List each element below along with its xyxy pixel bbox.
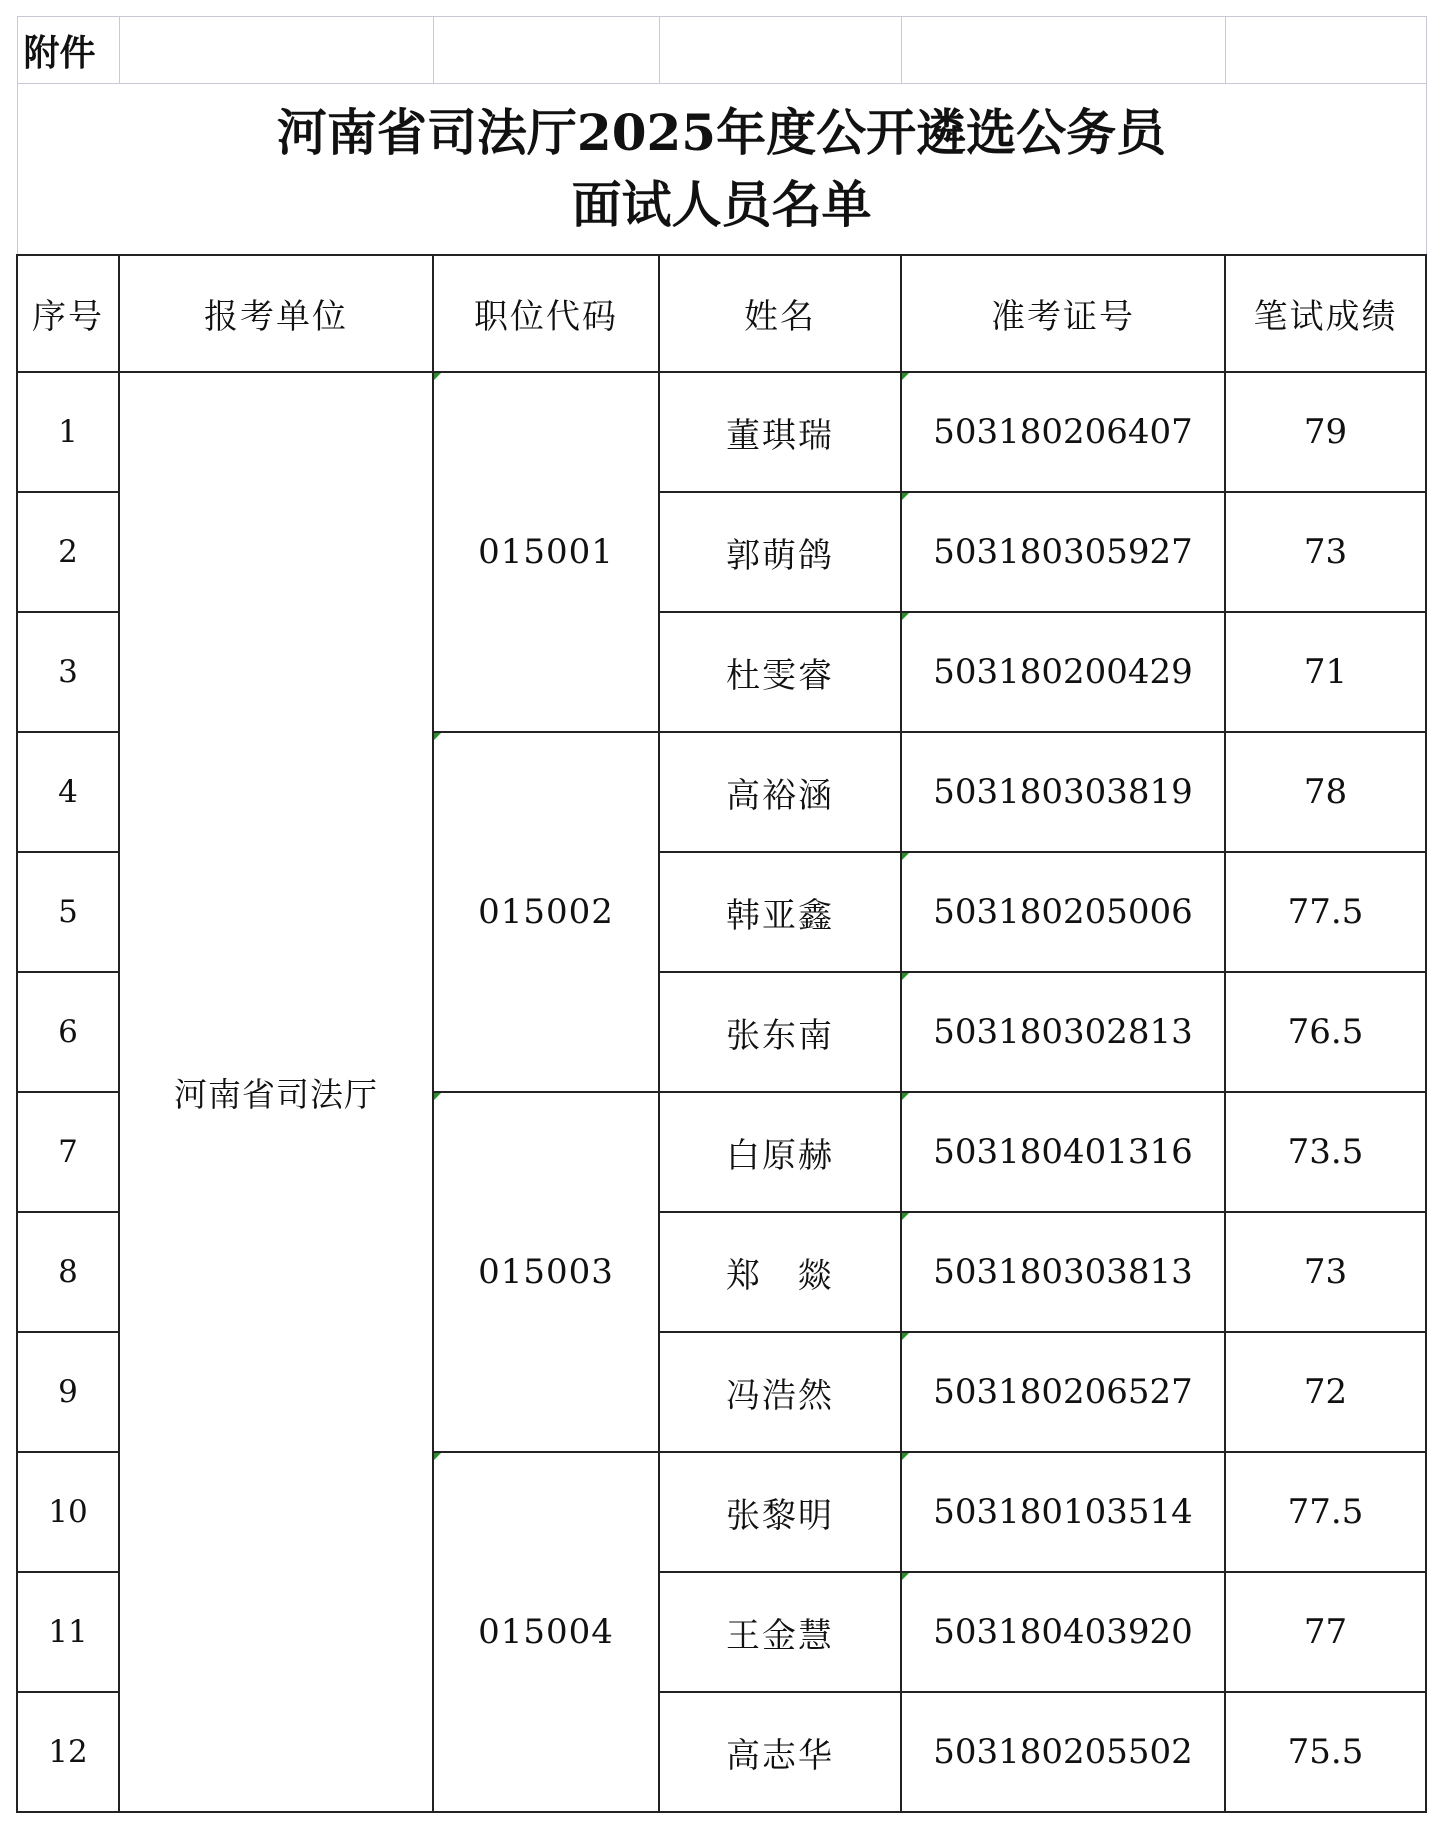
seq-cell: 11 bbox=[17, 1572, 119, 1692]
exam-number-cell: 503180401316 bbox=[901, 1092, 1225, 1212]
seq-cell: 10 bbox=[17, 1452, 119, 1572]
empty-cell bbox=[119, 17, 433, 84]
table-row bbox=[17, 372, 1426, 492]
name-cell: 韩亚鑫 bbox=[659, 852, 901, 972]
exam-number-cell: 503180206407 bbox=[901, 372, 1225, 492]
exam-number-cell: 503180206527 bbox=[901, 1332, 1225, 1452]
interview-list-table bbox=[16, 16, 1427, 1813]
header-position-code: 职位代码 bbox=[433, 255, 659, 372]
score-cell: 73.5 bbox=[1225, 1092, 1426, 1212]
seq-cell: 3 bbox=[17, 612, 119, 732]
exam-number-cell: 503180205502 bbox=[901, 1692, 1225, 1812]
empty-cell bbox=[1225, 17, 1426, 84]
empty-cell bbox=[901, 17, 1225, 84]
seq-cell: 12 bbox=[17, 1692, 119, 1812]
attachment-row bbox=[17, 17, 1426, 84]
title-row bbox=[17, 84, 1426, 256]
name-cell: 高志华 bbox=[659, 1692, 901, 1812]
seq-cell: 4 bbox=[17, 732, 119, 852]
seq-cell: 2 bbox=[17, 492, 119, 612]
seq-cell: 8 bbox=[17, 1212, 119, 1332]
score-cell: 77 bbox=[1225, 1572, 1426, 1692]
empty-cell bbox=[659, 17, 901, 84]
name-cell: 董琪瑞 bbox=[659, 372, 901, 492]
score-cell: 78 bbox=[1225, 732, 1426, 852]
title-line-2: 面试人员名单 bbox=[571, 175, 872, 234]
page-title bbox=[17, 84, 1426, 256]
position-code-cell: 015003 bbox=[433, 1092, 659, 1452]
unit-cell: 河南省司法厅 bbox=[119, 372, 433, 1812]
position-code-cell: 015004 bbox=[433, 1452, 659, 1812]
score-cell: 71 bbox=[1225, 612, 1426, 732]
seq-cell: 7 bbox=[17, 1092, 119, 1212]
exam-number-cell: 503180103514 bbox=[901, 1452, 1225, 1572]
name-cell: 张黎明 bbox=[659, 1452, 901, 1572]
header-row bbox=[17, 255, 1426, 372]
header-exam-number: 准考证号 bbox=[901, 255, 1225, 372]
name-cell: 郭萌鸽 bbox=[659, 492, 901, 612]
position-code-cell: 015002 bbox=[433, 732, 659, 1092]
exam-number-cell: 503180200429 bbox=[901, 612, 1225, 732]
name-cell: 王金慧 bbox=[659, 1572, 901, 1692]
score-cell: 76.5 bbox=[1225, 972, 1426, 1092]
title-line-1: 河南省司法厅2025年度公开遴选公务员 bbox=[276, 103, 1167, 162]
score-cell: 77.5 bbox=[1225, 1452, 1426, 1572]
score-cell: 75.5 bbox=[1225, 1692, 1426, 1812]
exam-number-cell: 503180205006 bbox=[901, 852, 1225, 972]
name-cell: 冯浩然 bbox=[659, 1332, 901, 1452]
seq-cell: 9 bbox=[17, 1332, 119, 1452]
exam-number-cell: 503180303819 bbox=[901, 732, 1225, 852]
seq-cell: 1 bbox=[17, 372, 119, 492]
header-seq: 序号 bbox=[17, 255, 119, 372]
score-cell: 73 bbox=[1225, 1212, 1426, 1332]
score-cell: 73 bbox=[1225, 492, 1426, 612]
header-unit: 报考单位 bbox=[119, 255, 433, 372]
score-cell: 77.5 bbox=[1225, 852, 1426, 972]
empty-cell bbox=[433, 17, 659, 84]
seq-cell: 5 bbox=[17, 852, 119, 972]
exam-number-cell: 503180302813 bbox=[901, 972, 1225, 1092]
name-cell: 白原赫 bbox=[659, 1092, 901, 1212]
name-cell: 张东南 bbox=[659, 972, 901, 1092]
header-score: 笔试成绩 bbox=[1225, 255, 1426, 372]
attachment-label: 附件 bbox=[17, 17, 119, 84]
exam-number-cell: 503180305927 bbox=[901, 492, 1225, 612]
score-cell: 79 bbox=[1225, 372, 1426, 492]
seq-cell: 6 bbox=[17, 972, 119, 1092]
position-code-cell: 015001 bbox=[433, 372, 659, 732]
name-cell: 高裕涵 bbox=[659, 732, 901, 852]
name-cell: 郑 燚 bbox=[659, 1212, 901, 1332]
header-name: 姓名 bbox=[659, 255, 901, 372]
name-cell: 杜雯睿 bbox=[659, 612, 901, 732]
exam-number-cell: 503180303813 bbox=[901, 1212, 1225, 1332]
exam-number-cell: 503180403920 bbox=[901, 1572, 1225, 1692]
score-cell: 72 bbox=[1225, 1332, 1426, 1452]
